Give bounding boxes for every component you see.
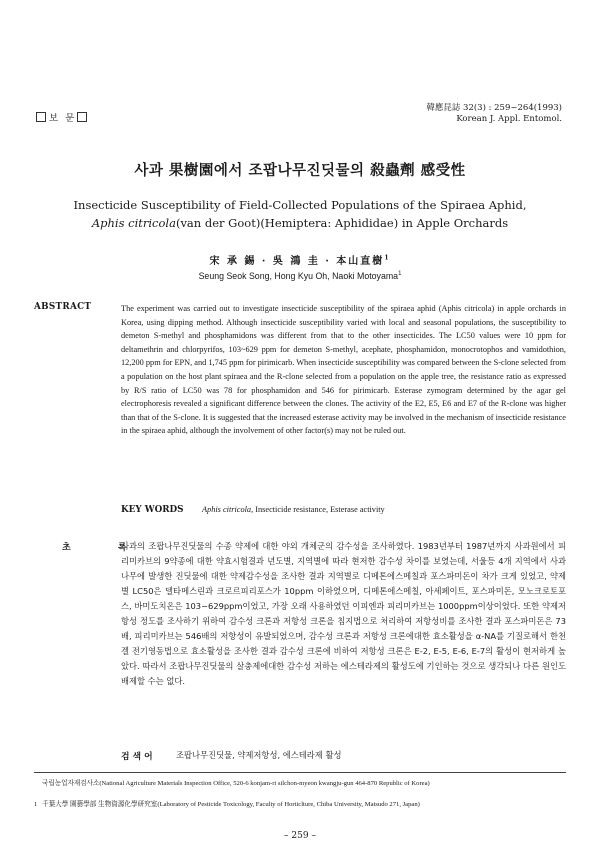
title-english-line2 [60,214,540,232]
title-english [60,196,540,232]
keywords-text [202,505,385,514]
abstract-label: ABSTRACT [34,302,92,312]
keywords-rest: , Insecticide resistance, Esterase activity [251,505,385,514]
bracket-box-right [77,112,87,122]
korean-keywords-text: 조팝나무진딧물, 약제저항성, 에스테라제 활성 [176,750,342,760]
journal-citation [426,103,562,125]
section-tag-left: 보 [49,113,59,124]
footnote-affiliation: 국립농업자재검사소(National Agriculture Materials Inspection Office, 520-6 konjam-ri silchon-myeon kwangju-gun 464-870 Republic of Korea) [42,780,430,787]
title-english-rest: (van der Goot)(Hemiptera: Aphididae) in Apple Orchards [175,216,509,230]
journal-citation-korean: 韓應昆誌 32(3) : 259~264(1993) [426,103,562,113]
title-english-line1: Insecticide Susceptibility of Field-Collected Populations of the Spiraea Aphid, [73,198,527,212]
keywords-species: Aphis citricola [202,505,252,514]
abstract-text: The experiment was carried out to investigate insecticide susceptibility of the spiraea aphid (Aphis citricola) in apple orchards in Korea, using dipping method. Although insecticide susceptibility varied with local and seasonal populations, the susceptibility to demeton S-methyl and phosphamidons was different from that to the other insecticides. The LC50 values were 10 ppm for deltamethrin and chlorpyrifos, 103~629 ppm for demeton S-methyl, acephate, phosphamidon, monocrotophos and vamidothion, 12,200 ppm for EPN, and 1,745 ppm for pirimicarb. When insecticide susceptibility was compared between the S-clone selected from a population on the host plant spiraea and the R-clone selected from a population on the apple tree, the resistance ratio as expressed by R/S ratio of LC50 was 78 for phosphamidon and 546 for pirimicarb. Esterase zymogram determined by the agar gel electrophoresis revealed a significant difference between the clones. The activity of the E2, E5, E6 and E7 of the R-clone was higher than that of the S-clone. It is suggested that the increased esterase activity may be involved in the mechanism of insecticide resistance in the spiraea aphid, although the involvement of other factor(s) may not be ruled out. [121,304,566,436]
footnote-divider [34,772,566,773]
korean-keywords-label: 검 색 어 [121,752,153,762]
keywords-label: KEY WORDS [121,505,184,515]
title-korean: 사과 果樹園에서 조팝나무진딧물의 殺蟲劑 感受性 [134,162,466,179]
page-number: – 259 – [284,831,316,841]
footnote-mark: 1 [34,801,38,808]
authors-korean-sup: 1 [384,254,391,262]
journal-name-english: Korean J. Appl. Entomol. [456,114,562,124]
authors-english-names: Seung Seok Song, Hong Kyu Oh, Naoki Motoyama [198,271,399,281]
bracket-box-left [36,112,46,122]
authors-english [0,271,600,281]
title-species: Aphis citricola [91,216,176,230]
korean-abstract-text: 사과의 조팝나무진딧물의 수종 약제에 대한 야외 개체군의 감수성을 조사하였다. 1983년부터 1987년까지 사과원에서 피리미카브의 9약종에 대한 약효시험결과 년도별, 지역별에 따라 현저한 감수성 차이를 보였는데, 서울등 4개 지역에서 사과나무에 발생한 진딧물에 대한 약제감수성을 조사한 결과 지역별로 디메톤에스메칠과 포스파미돈이 차가 크게 있었고, 약제별 LC50은 델타메스린과 크로르피리포스가 10ppm 이하였으며, 디메톤에스메칠, 아세페이트, 포스파미돈, 모노크로토포스, 바미도치온은 103~629ppm이었고, 가장 오래 사용하였던 이피엔과 피리미카브는 1000ppm이상이었다. 또한 약제저항성 정도를 조사하기 위하여 감수성 크론과 저항성 크론을 침지법으로 처리하여 저항성비를 조사한 결과 포스파미돈은 73배, 피리미카브는 546배의 저항성이 유발되었으며, 감수성 크론과 저항성 크론에대한 효소활성을 α-NA를 기질로해서 한천겔 전기영동법으로 효소활성을 조사한 결과 감수성 크론에 비하여 저항성 크론은 E-2, E-5, E-6, E-7의 활성이 현저하게 높았다. 따라서 조팝나무진딧물의 살충제에대한 감수성 저하는 에스테라제의 활성도에 기인하는 것으로 생각되나 다른 원인도 배제할 수는 없다. [121,541,566,686]
section-tag [36,110,87,124]
section-tag-right: 문 [65,113,75,124]
authors-korean-names: 宋 承 錫 · 吳 鴻 圭 · 本山直樹 [209,256,385,267]
authors-english-sup: 1 [398,271,402,278]
korean-abstract-label: 초 록 [62,543,149,553]
authors-korean [0,252,600,267]
footnote-1: 千葉大學 園藝學部 生物資源化學研究室(Laboratory of Pesticide Toxicology, Faculty of Horticlture, Chiba University, Matsudo 271, Japan) [42,801,420,808]
